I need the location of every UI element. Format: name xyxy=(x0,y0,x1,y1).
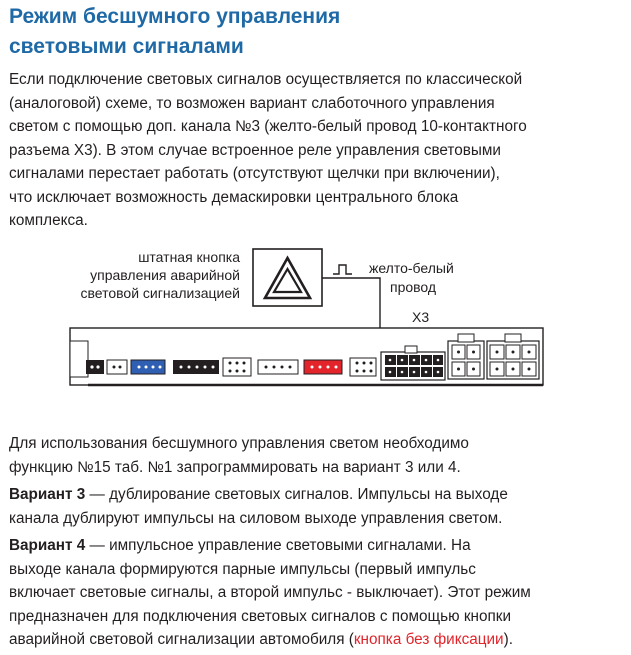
connector-block xyxy=(107,360,127,374)
function-paragraph xyxy=(9,432,625,479)
function-line: Для использования бесшумного управления светом необходимо xyxy=(9,435,469,452)
intro-paragraph xyxy=(9,68,625,233)
variant-3-text: — дублирование световых сигналов. Импульсы на выходе xyxy=(85,486,508,503)
intro-line: комплекса. xyxy=(9,212,88,229)
variant-4-line: включает световые сигналы, а второй импульс - выключает). Этот режим xyxy=(9,584,531,601)
connector-block xyxy=(131,360,165,374)
connector-block xyxy=(448,334,484,379)
intro-line: что исключает возможность демаскировки центрального блока xyxy=(9,188,459,206)
wire-label-line: провод xyxy=(390,279,437,295)
connector-block xyxy=(173,360,219,374)
intro-line: сигналами перестает работать (отсутствуют щелчки при включении), xyxy=(9,165,500,182)
connector-block xyxy=(350,358,376,376)
title-line-1: Режим бесшумного управления xyxy=(9,5,341,28)
variant-4-line: предназначен для подключения световых сигналов с помощью кнопки xyxy=(9,607,512,625)
intro-line: разъема X3). В этом случае встроенное реле управления световыми xyxy=(9,141,501,159)
intro-line: Если подключение световых сигналов осуществляется по классической xyxy=(9,71,523,88)
pulse-icon xyxy=(333,265,352,274)
function-line: функцию №15 таб. №1 запрограммировать на вариант 3 или 4. xyxy=(9,458,461,476)
intro-line: (аналоговой) схеме, то возможен вариант слаботочного управления xyxy=(9,94,495,112)
title-line-2: световыми сигналами xyxy=(9,35,244,58)
button-label-line: световой сигнализацией xyxy=(80,285,240,301)
non-latching-button-note: кнопка без фиксации xyxy=(353,631,504,648)
variant-3-paragraph xyxy=(9,483,625,530)
connector-block xyxy=(304,360,342,374)
variant-4-name: Вариант 4 xyxy=(9,537,86,554)
variant-4-line: аварийной световой сигнализации автомобиля ( xyxy=(9,631,354,648)
connector-block xyxy=(86,360,104,374)
variant-3-name: Вариант 3 xyxy=(9,486,86,503)
connector-block xyxy=(258,360,298,374)
variant-4-line: выходе канала формируются парные импульсы (первый импульс xyxy=(9,560,476,578)
connector-block xyxy=(487,334,539,379)
wiring-diagram xyxy=(0,238,631,428)
variant-3-line: канала дублируют импульсы на силовом выходе управления светом. xyxy=(9,509,503,527)
wire-label-line: желто-белый xyxy=(369,260,454,276)
connector-label: X3 xyxy=(412,309,430,325)
hazard-button xyxy=(253,249,322,306)
variant-4-paragraph xyxy=(9,534,625,652)
button-label-line: штатная кнопка xyxy=(138,249,240,265)
intro-line: светом с помощью доп. канала №3 (желто-белый провод 10-контактного xyxy=(9,118,527,135)
connector-block xyxy=(223,358,251,376)
variant-4-text: — импульсное управление световыми сигналами. На xyxy=(85,537,471,554)
button-label-line: управления аварийной xyxy=(90,267,240,283)
page-title xyxy=(9,2,340,62)
variant-4-line-end: ). xyxy=(503,631,513,648)
